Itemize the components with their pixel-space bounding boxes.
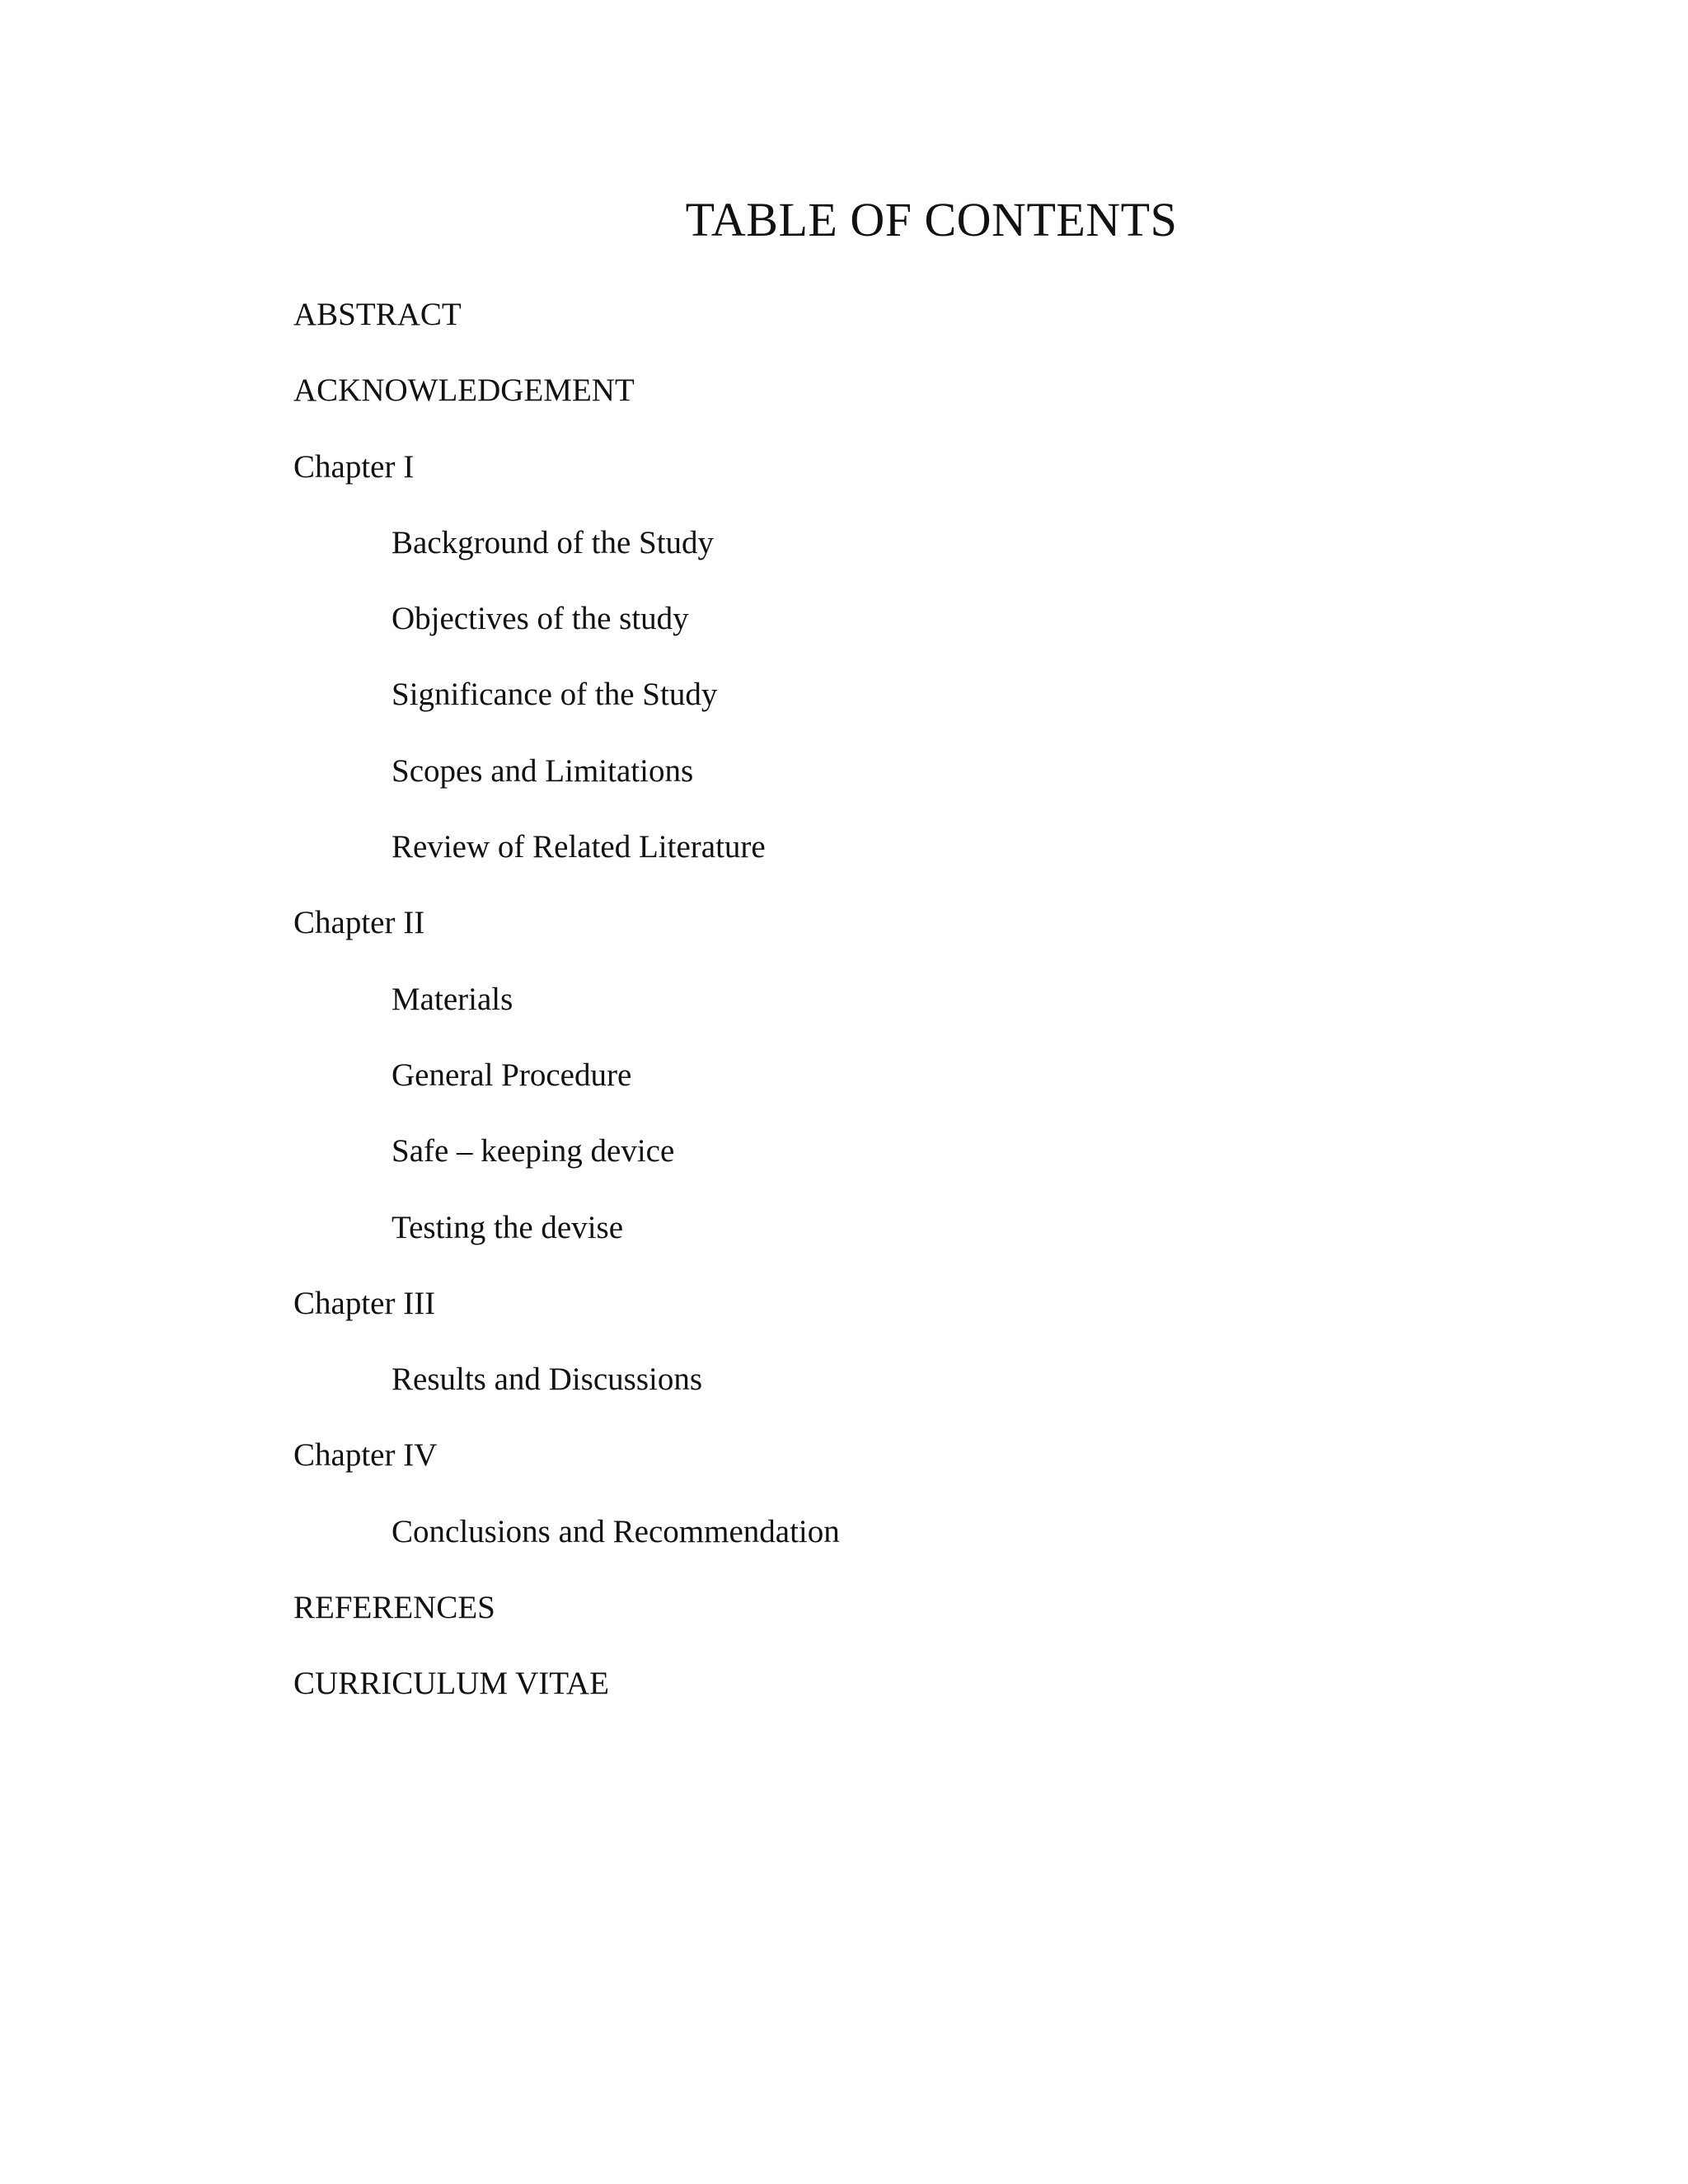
toc-entry-chapter-1: Chapter I xyxy=(293,448,415,485)
toc-entry-curriculum-vitae: CURRICULUM VITAE xyxy=(293,1666,609,1702)
toc-entry-materials: Materials xyxy=(392,981,513,1017)
toc-entry-scopes: Scopes and Limitations xyxy=(392,752,694,789)
toc-entry-conclusions: Conclusions and Recommendation xyxy=(392,1513,840,1549)
toc-entry-safe-keeping: Safe – keeping device xyxy=(392,1133,675,1169)
toc-entry-objectives: Objectives of the study xyxy=(392,601,689,637)
toc-entry-chapter-3: Chapter III xyxy=(293,1285,436,1321)
page-title: TABLE OF CONTENTS xyxy=(685,193,1178,246)
toc-list xyxy=(293,293,840,1739)
toc-entry-review: Review of Related Literature xyxy=(392,829,766,865)
toc-entry-chapter-4: Chapter IV xyxy=(293,1437,438,1474)
toc-entry-significance: Significance of the Study xyxy=(392,677,718,713)
toc-entry-testing: Testing the devise xyxy=(392,1209,624,1245)
toc-entry-acknowledgement: ACKNOWLEDGEMENT xyxy=(293,373,635,409)
toc-entry-results: Results and Discussions xyxy=(392,1361,703,1398)
toc-entry-background: Background of the Study xyxy=(392,524,715,560)
toc-entry-chapter-2: Chapter II xyxy=(293,905,425,941)
toc-entry-abstract: ABSTRACT xyxy=(293,297,462,332)
toc-entry-references: REFERENCES xyxy=(293,1590,495,1626)
toc-entry-general-procedure: General Procedure xyxy=(392,1057,632,1093)
